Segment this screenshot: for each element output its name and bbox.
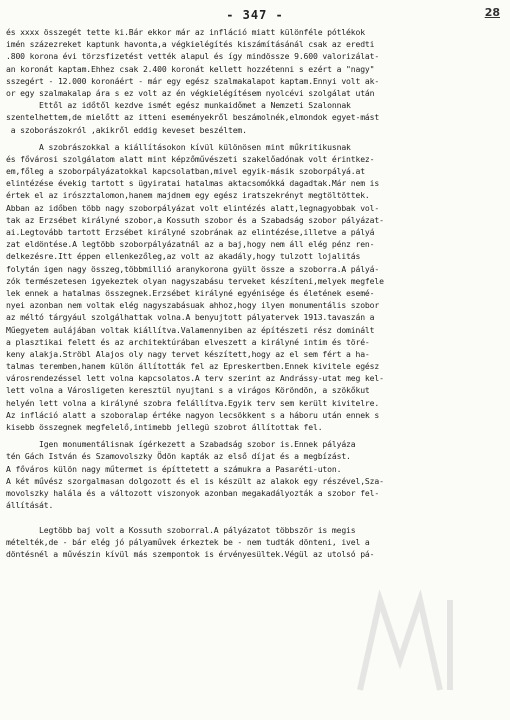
text-line: Műegyetem aulájában voltak kiállítva.Valamennyiben az építészeti rész dominált [6, 324, 375, 335]
text-line: és fővárosi szolgálatom alatt mint képzőművészeti szakelőadónak volt érintkez- [6, 153, 375, 164]
text-line: Igen monumentálisnak ígérkezett a Szabadság szobor is.Ennek pályáza [6, 439, 356, 450]
text-line: folytán igen nagy összeg,többmillió aranykorona gyült össze a szoborra.A pályá- [6, 263, 380, 274]
text-line: városrendezéssel lett volna kapcsolatos.A terv szerint az Andrássy-utat meg kel- [6, 373, 384, 384]
text-line: A két művész szorgalmasan dolgozott és el is készült az alakok egy részével,Sza- [6, 475, 384, 486]
text-line: A szobrászokkal a kiállításokon kívül különösen mint műkritikusnak [6, 141, 351, 152]
page-number: - 347 - [226, 8, 284, 22]
text-line [6, 511, 504, 523]
text-line: helyén lett volna a királyné szobra felállítva.Egyik terv sem került kivitelre. [6, 397, 380, 408]
text-line: A főváros külön nagy műtermet is építtetett a számukra a Pasaréti-uton. [6, 463, 342, 474]
text-line: és xxxx összegét tette ki.Bár ekkor már az infláció miatt különféle pótlékok [6, 27, 365, 37]
typewritten-text [6, 26, 504, 560]
text-line: Legtöbb baj volt a Kossuth szoborral.A pályázatot többször is megis [6, 524, 356, 535]
text-line: Az infláció alatt a szoboralap értéke nagyon lecsökkent s a háboru után ennek s [6, 409, 380, 420]
text-line: Ettől az időtől kezdve ismét egész munkaidőmet a Nemzeti Szalonnak [6, 100, 351, 111]
text-line: nyei azonban nem voltak elég nagyszabásuak ahhoz,hogy ilyen monumentális szobor [6, 300, 380, 311]
text-line: ai.Legtovább tartott Erzsébet királyné szobrának az elintézése,illetve a pályá [6, 227, 375, 237]
text-line: állítását. [6, 500, 54, 511]
text-line: a plasztikai felett és az architektúrában elveszett a királyné intim és töré- [6, 336, 370, 347]
text-line: sszegért - 12.000 koronáért - már egy egész szalmakalapot kaptam.Ennyi volt ak- [6, 75, 380, 86]
text-line: tén Gách István és Szamovolszky Ödön kapták az első díjat és a megbízást. [6, 451, 351, 462]
text-line: tak az Erzsébet királyné szobor,a Kossuth szobor és a Szabadság szobor pályázat- [6, 214, 384, 225]
text-line: döntésnél a művészin kívül más szempontok is érvényesültek.Végül az utolsó pá- [6, 548, 375, 559]
text-line: az méltó tárgyául szolgálhattak volna.A benyujtott pályatervek 1913.tavaszán a [6, 312, 375, 323]
text-line: lett volna a Városligeten keresztül nyujtani s a virágos Köröndön, a szökőkut [6, 385, 370, 396]
watermark-logo [350, 590, 470, 700]
text-line: szentelhettem,de mielőtt az itteni eseményekről beszámolnék,elmondok egyet-mást [6, 112, 380, 123]
text-line: or egy szalmakalap ára s ez volt az én végkielégítésem nyolcévi szolgálat után [6, 87, 375, 98]
text-line: em,főleg a szoborpályázatokkal kapcsolatban,mivel egyik-másik szoborpályá.at [6, 166, 365, 177]
text-line: Abban az időben több nagy szoborpályázat volt elintézés alatt,legnagyobbak vol- [6, 202, 380, 213]
text-line: zat eldöntése.A legtöbb szoborpályázatnál az a baj,hogy nem áll elég pénz ren- [6, 239, 375, 250]
text-line: keny alakja.Ströbl Alajos oly nagy tervet készített,hogy az el sem fért a ha- [6, 348, 370, 359]
text-line: kisebb összegnek megfelelő,intimebb jellegü szobrot állítottak fel. [6, 422, 323, 432]
text-line: a szoborászokról ,akikről eddig keveset beszéltem. [6, 124, 247, 135]
text-line: delkezésre.Itt éppen ellenkezőleg,az volt az akadály,hogy tulzott lojalitás [6, 251, 361, 262]
text-line: .800 korona évi törzsfizetést vették alapul és így mindössze 9.600 valorizálat- [6, 51, 380, 62]
text-line: zók természetesen igyekeztek olyan nagyszabásu terveket készíteni,melyek megfele [6, 275, 384, 286]
sheet-number: 28 [484, 6, 500, 19]
text-line: mételték,de - bár elég jó pályaművek érkeztek be - nem tudták dönteni, ivel a [6, 536, 370, 547]
text-line: lek ennek a hatalmas összegnek.Erzsébet királyné egyénisége és életének esemé- [6, 287, 375, 298]
text-line: értek el az irószztalomon,hanem majdnem egy egész iratszekrényt megtöltöttek. [6, 190, 370, 201]
text-line: movolszky halála és a változott viszonyok azonban megakadályozták a szobor fel- [6, 487, 380, 498]
text-line: talmas teremben,hanem külön állították fel az Epreskertben.Ennek kivitele egész [6, 361, 380, 372]
text-line: imén százezreket kaptunk havonta,a végkielégítés kiszámításánál csak az eredti [6, 39, 375, 50]
text-line: elintézése évekig tartott s ügyiratai hatalmas aktacsomókká dagadtak.Már nem is [6, 178, 380, 189]
text-line: an koronát kaptam.Ehhez csak 2.400 koronát kellett hozzétenni s ezért a "nagy" [6, 63, 375, 74]
